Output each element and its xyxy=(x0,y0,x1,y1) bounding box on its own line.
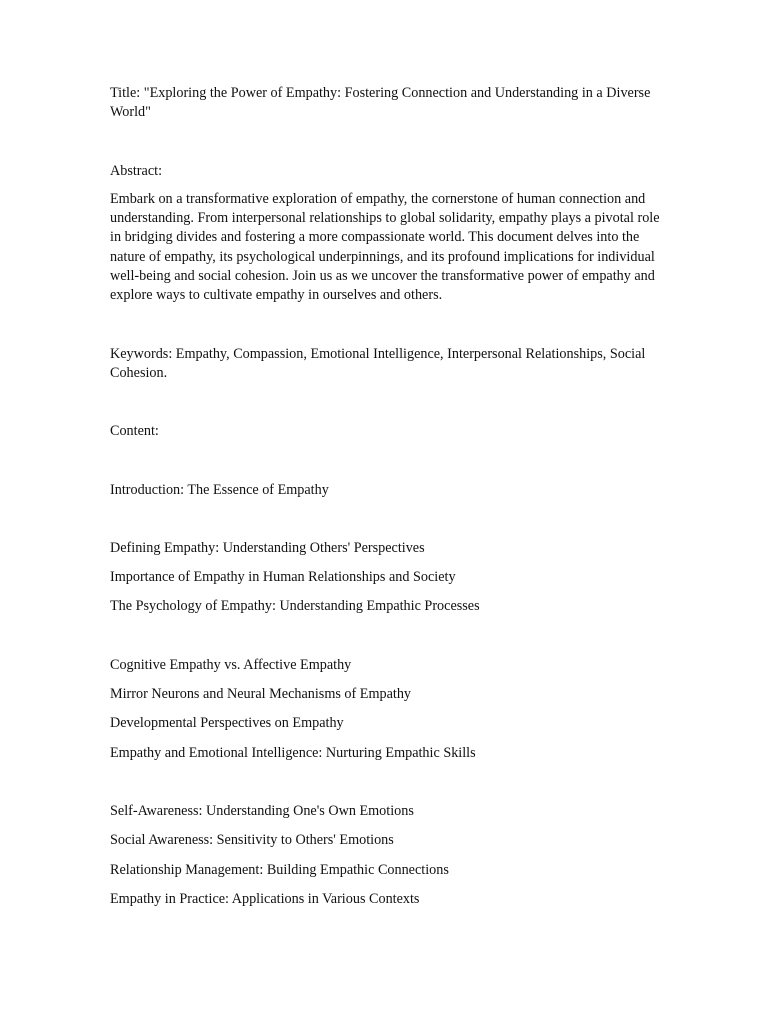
spacer xyxy=(110,123,670,162)
content-item: The Psychology of Empathy: Understanding Empathic Processes xyxy=(110,598,480,615)
spacer xyxy=(110,617,670,656)
spacer xyxy=(110,500,670,539)
abstract-paragraph: Embark on a transformative exploration of empathy, the cornerstone of human connection and understanding. From interpersonal relationships to global solidarity, empathy plays a pivotal role in bridging divides and fostering a more compassionate world. This document delves into the nature of empathy, its psychological underpinnings, and its profound implications for individual well-being and social cohesion. Join us as we uncover the transformative power of empathy and explore ways to cultivate empathy in ourselves and others. xyxy=(110,190,660,304)
content-item: Cognitive Empathy vs. Affective Empathy xyxy=(110,656,352,673)
document-body xyxy=(110,84,670,909)
content-item: Developmental Perspectives on Empathy xyxy=(110,715,344,732)
spacer xyxy=(110,763,670,802)
introduction-heading: Introduction: The Essence of Empathy xyxy=(110,481,329,498)
content-item: Relationship Management: Building Empathic Connections xyxy=(110,861,449,878)
content-item: Social Awareness: Sensitivity to Others' Emotions xyxy=(110,832,394,849)
spacer xyxy=(110,383,670,422)
content-item: Mirror Neurons and Neural Mechanisms of Empathy xyxy=(110,686,412,703)
content-item: Defining Empathy: Understanding Others' Perspectives xyxy=(110,539,425,556)
spacer xyxy=(110,306,670,345)
content-item: Empathy in Practice: Applications in Various Contexts xyxy=(110,890,420,907)
spacer xyxy=(110,442,670,481)
content-item: Importance of Empathy in Human Relationships and Society xyxy=(110,569,456,586)
content-item: Self-Awareness: Understanding One's Own Emotions xyxy=(110,802,414,819)
content-heading: Content: xyxy=(110,423,159,440)
document-title: Title: "Exploring the Power of Empathy: Fostering Connection and Understanding in a Diverse World" xyxy=(110,85,651,121)
keywords-line: Keywords: Empathy, Compassion, Emotional Intelligence, Interpersonal Relationships, Social Cohesion. xyxy=(110,345,646,381)
abstract-heading: Abstract: xyxy=(110,162,163,179)
content-item: Empathy and Emotional Intelligence: Nurturing Empathic Skills xyxy=(110,744,476,761)
